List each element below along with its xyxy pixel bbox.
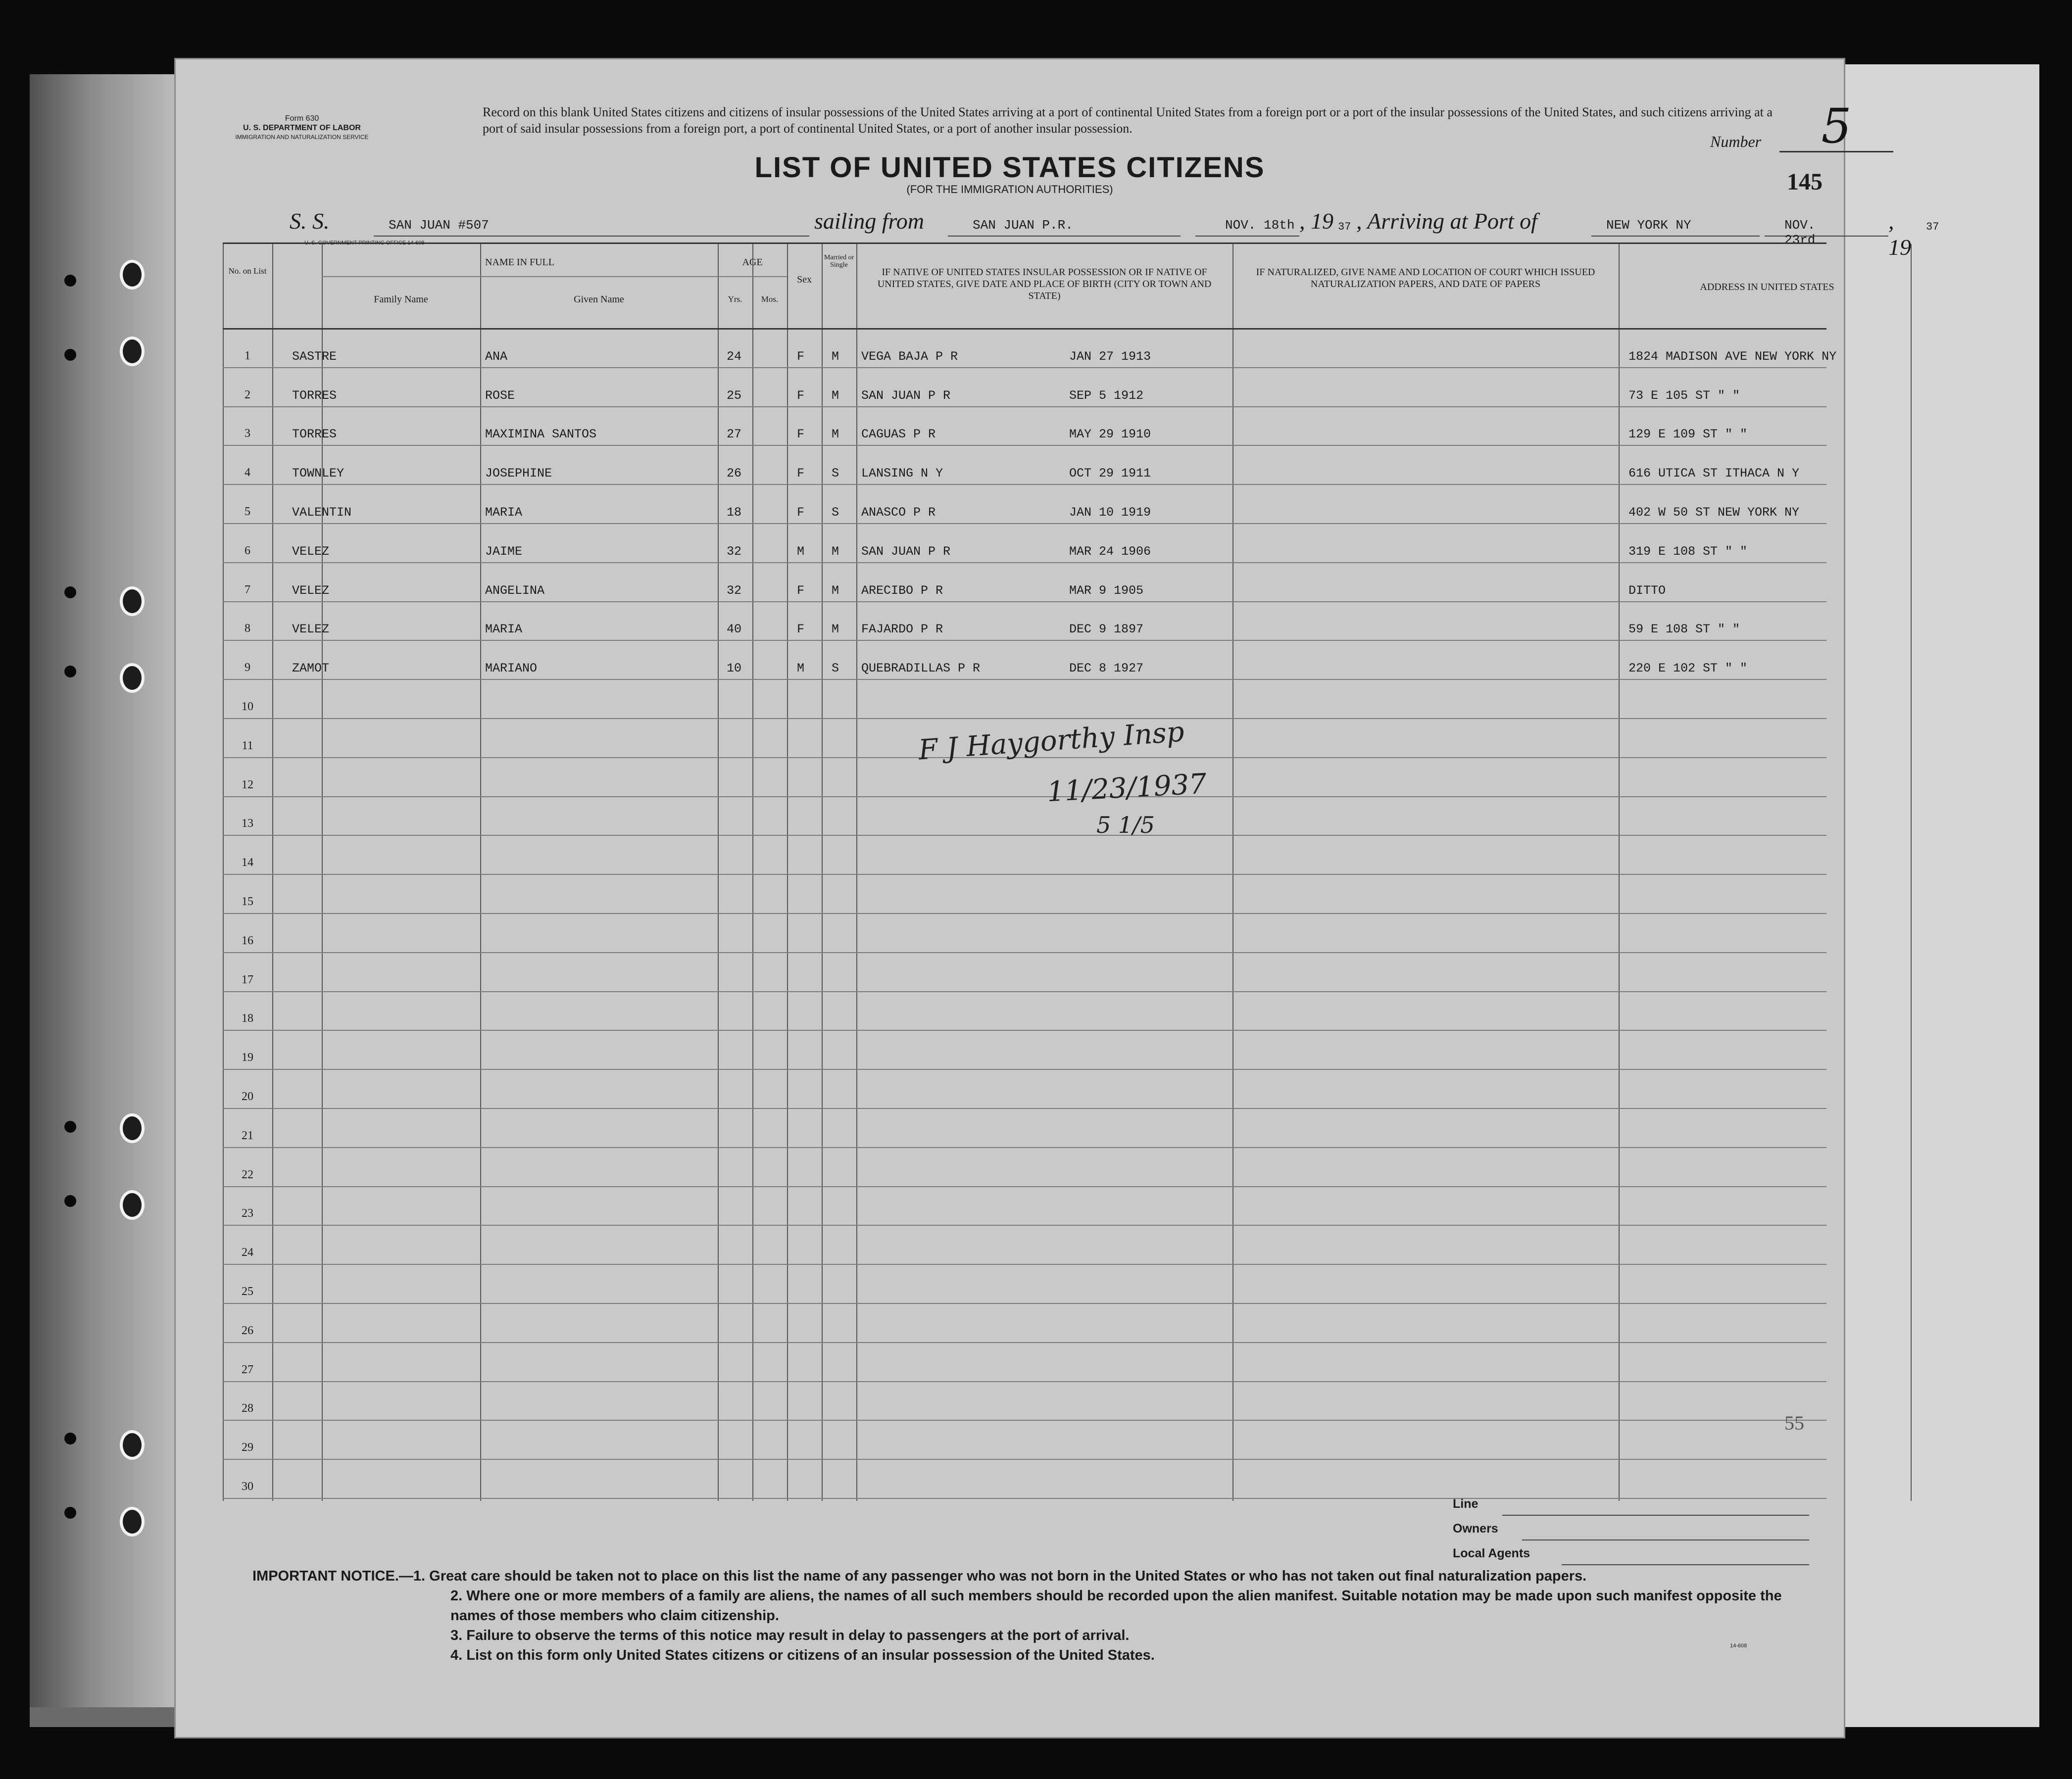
passenger-sex: F (797, 349, 805, 364)
binder-hole (120, 1190, 145, 1220)
passenger-sex: F (797, 622, 805, 637)
col-rule (1911, 244, 1912, 1501)
owners-underline (1522, 1539, 1809, 1540)
passenger-ms: S (832, 505, 839, 520)
passenger-sex: F (797, 388, 805, 403)
row-rule (223, 1069, 1826, 1070)
row-rule (223, 796, 1826, 797)
passenger-place: QUEBRADILLAS P R (861, 661, 981, 676)
col-rule (718, 244, 719, 1501)
passenger-family: TOWNLEY (292, 466, 345, 481)
passenger-family: ZAMOT (292, 661, 330, 676)
sail-date: NOV. 18th (1225, 218, 1295, 233)
passenger-yrs: 25 (727, 388, 742, 403)
arrival-year: 37 (1926, 221, 1939, 233)
page-title: LIST OF UNITED STATES CITIZENS (754, 151, 1265, 184)
year-label: , 19 (1299, 208, 1333, 234)
row-number: 9 (245, 661, 250, 674)
row-number: 5 (245, 505, 250, 518)
col-rule (752, 244, 753, 1501)
row-rule (223, 718, 1826, 719)
row-number: 6 (245, 544, 250, 557)
passenger-address: DITTO (1628, 583, 1666, 598)
row-rule (223, 562, 1826, 563)
col-birth: IF NATIVE OF UNITED STATES INSULAR POSSESSION OR IF NATIVE OF UNITED STATES, GIVE DATE AND PLACE OF BIRTH (CITY OR TOWN AND STATE) (877, 267, 1212, 301)
col-rule (1619, 244, 1620, 1501)
passenger-date: DEC 9 1897 (1069, 622, 1144, 637)
passenger-given: JAIME (485, 544, 523, 559)
passenger-ms: S (832, 466, 839, 481)
row-number: 28 (242, 1402, 253, 1415)
department: U. S. DEPARTMENT OF LABOR (243, 124, 361, 132)
col-married: Married or Single (824, 254, 854, 269)
passenger-ms: M (832, 622, 839, 637)
passenger-yrs: 18 (727, 505, 742, 520)
row-rule (223, 874, 1826, 875)
header-bottom-rule (223, 328, 1826, 330)
passenger-family: SASTRE (292, 349, 337, 364)
row-rule (223, 523, 1826, 524)
date-line (1195, 236, 1299, 237)
manifest-page (176, 59, 1939, 1737)
binder-hole (64, 1433, 76, 1444)
passenger-given: MARIANO (485, 661, 538, 676)
row-number: 16 (242, 934, 253, 947)
arrival-port: NEW YORK NY (1606, 218, 1691, 233)
passenger-place: SAN JUAN P R (861, 388, 951, 403)
number-label: Number (1710, 133, 1762, 150)
passenger-yrs: 40 (727, 622, 742, 637)
header-rule (322, 276, 718, 277)
row-number: 22 (242, 1168, 253, 1181)
col-given: Given Name (574, 294, 624, 305)
passenger-date: SEP 5 1912 (1069, 388, 1144, 403)
passenger-address: 616 UTICA ST ITHACA N Y (1628, 466, 1800, 481)
handwritten-fraction: 5 1/5 (1096, 812, 1155, 838)
passenger-address: 129 E 109 ST " " (1628, 427, 1748, 442)
row-rule (223, 913, 1826, 914)
passenger-given: ROSE (485, 388, 515, 403)
passenger-date: OCT 29 1911 (1069, 466, 1151, 481)
notice-heading: IMPORTANT NOTICE. (252, 1568, 399, 1584)
row-number: 30 (242, 1480, 253, 1493)
col-mos: Mos. (761, 294, 779, 304)
row-number: 24 (242, 1246, 253, 1259)
col-rule (223, 244, 224, 1501)
passenger-date: JAN 27 1913 (1069, 349, 1151, 364)
passenger-place: FAJARDO P R (861, 622, 943, 637)
row-rule (223, 1108, 1826, 1109)
passenger-yrs: 32 (727, 544, 742, 559)
line-underline (1502, 1515, 1809, 1516)
row-number: 20 (242, 1090, 253, 1103)
sailing-label: sailing from (814, 208, 924, 234)
row-rule (223, 1225, 1826, 1226)
line-field (1453, 1497, 1809, 1522)
row-number: 18 (242, 1012, 253, 1025)
row-number: 4 (245, 466, 250, 480)
agents-label: Local Agents (1453, 1546, 1530, 1560)
row-rule (223, 1381, 1826, 1382)
sail-year: 37 (1338, 221, 1351, 233)
row-number: 13 (242, 817, 253, 830)
row-rule (223, 1030, 1826, 1031)
arriving-label: , Arriving at Port of (1356, 208, 1537, 234)
col-age: AGE (742, 257, 763, 268)
passenger-yrs: 10 (727, 661, 742, 676)
passenger-place: ARECIBO P R (861, 583, 943, 598)
passenger-address: 220 E 102 ST " " (1628, 661, 1748, 676)
row-number: 12 (242, 778, 253, 791)
from-line (948, 236, 1181, 237)
passenger-sex: F (797, 427, 805, 442)
passenger-sex: F (797, 505, 805, 520)
form-id (220, 114, 384, 142)
row-number: 21 (242, 1129, 253, 1142)
year-label-2: , 19 (1888, 208, 1911, 260)
passenger-family: TORRES (292, 427, 337, 442)
binder-hole (64, 349, 76, 361)
arrival-date-line (1765, 236, 1888, 237)
row-rule (223, 679, 1826, 680)
passenger-given: MAXIMINA SANTOS (485, 427, 597, 442)
passenger-place: SAN JUAN P R (861, 544, 951, 559)
notice-item-1 (252, 1566, 1826, 1586)
passenger-address: 59 E 108 ST " " (1628, 622, 1740, 637)
binder-hole (64, 666, 76, 677)
col-rule (272, 244, 273, 1501)
passenger-given: MARIA (485, 505, 523, 520)
passenger-ms: M (832, 427, 839, 442)
from-port: SAN JUAN P.R. (973, 218, 1073, 233)
passenger-family: TORRES (292, 388, 337, 403)
passenger-family: VALENTIN (292, 505, 352, 520)
row-rule (223, 1342, 1826, 1343)
passenger-given: MARIA (485, 622, 523, 637)
ss-label: S. S. (290, 208, 330, 234)
passenger-given: ANA (485, 349, 508, 364)
binder-hole (120, 663, 145, 693)
binder-edge (30, 74, 178, 1707)
row-rule (223, 367, 1826, 368)
number-value: 5 (1779, 101, 1893, 152)
passenger-ms: M (832, 388, 839, 403)
arrival-port-line (1591, 236, 1760, 237)
row-number: 10 (242, 700, 253, 713)
printer-mark: U. S. GOVERNMENT PRINTING OFFICE 14-608 (304, 240, 425, 246)
row-number: 1 (245, 349, 250, 362)
owners-field (1453, 1522, 1809, 1546)
passenger-table (223, 242, 1837, 1501)
row-rule (223, 640, 1826, 641)
binder-hole (64, 1507, 76, 1519)
ship-name: SAN JUAN #507 (389, 218, 489, 233)
binder-hole (120, 337, 145, 366)
form-code: 14-608 (1730, 1643, 1747, 1649)
notice-item-3: 3. Failure to observe the terms of this notice may result in delay to passengers at the port of arrival. (450, 1628, 1130, 1643)
service: IMMIGRATION AND NATURALIZATION SERVICE (235, 134, 369, 141)
row-number: 2 (245, 388, 250, 401)
row-number: 11 (242, 739, 253, 752)
binder-hole (64, 1121, 76, 1133)
row-rule (223, 601, 1826, 602)
passenger-sex: F (797, 466, 805, 481)
row-rule (223, 445, 1826, 446)
passenger-sex: F (797, 583, 805, 598)
row-rule (223, 1147, 1826, 1148)
passenger-address: 73 E 105 ST " " (1628, 388, 1740, 403)
passenger-address: 1824 MADISON AVE NEW YORK NY (1628, 349, 1837, 364)
row-number: 15 (242, 895, 253, 908)
passenger-date: MAR 9 1905 (1069, 583, 1144, 598)
passenger-family: VELEZ (292, 583, 330, 598)
passenger-family: VELEZ (292, 622, 330, 637)
passenger-ms: S (832, 661, 839, 676)
row-rule (223, 1459, 1826, 1460)
binder-hole (64, 1195, 76, 1207)
line-label: Line (1453, 1497, 1479, 1511)
important-notice (252, 1566, 1826, 1665)
row-rule (223, 952, 1826, 953)
passenger-ms: M (832, 349, 839, 364)
passenger-yrs: 24 (727, 349, 742, 364)
row-number: 17 (242, 973, 253, 986)
row-rule (223, 1264, 1826, 1265)
row-rule (223, 991, 1826, 992)
row-rule (223, 484, 1826, 485)
passenger-sex: M (797, 661, 805, 676)
owners-label: Owners (1453, 1522, 1498, 1536)
record-instructions: Record on this blank United States citizens and citizens of insular possessions of the United States arriving at a port of continental United States from a foreign port or a port of the insular possessions of the United States, and such citizens arriving at a port of said insular possessions from a foreign port, a port of continental United States, or a port of another insular possession. (483, 105, 1773, 136)
row-number: 23 (242, 1207, 253, 1220)
binder-hole (120, 260, 145, 289)
binder-hole (120, 1430, 145, 1460)
footer-lines (1453, 1497, 1809, 1571)
passenger-place: ANASCO P R (861, 505, 936, 520)
col-rule (822, 244, 823, 1501)
row-number: 8 (245, 622, 250, 635)
passenger-place: VEGA BAJA P R (861, 349, 958, 364)
page-subtitle: (FOR THE IMMIGRATION AUTHORITIES) (906, 183, 1113, 195)
col-name-in-full: NAME IN FULL (485, 257, 554, 268)
row-number: 27 (242, 1363, 253, 1376)
row-rule (223, 1303, 1826, 1304)
passenger-given: JOSEPHINE (485, 466, 552, 481)
passenger-ms: M (832, 583, 839, 598)
col-address: ADDRESS IN UNITED STATES (1700, 282, 1834, 292)
row-number: 29 (242, 1441, 253, 1454)
passenger-date: JAN 10 1919 (1069, 505, 1151, 520)
page-stamp: 55 (1784, 1412, 1804, 1434)
row-rule (223, 1420, 1826, 1421)
row-rule (223, 835, 1826, 836)
agents-underline (1562, 1564, 1809, 1565)
handwritten-date: 11/23/1937 (1046, 768, 1208, 809)
header-rule (718, 276, 787, 277)
passenger-address: 402 W 50 ST NEW YORK NY (1628, 505, 1800, 520)
col-rule (787, 244, 788, 1501)
form-number: Form 630 (285, 114, 319, 123)
passenger-yrs: 27 (727, 427, 742, 442)
passenger-ms: M (832, 544, 839, 559)
passenger-place: LANSING N Y (861, 466, 943, 481)
col-naturalized: IF NATURALIZED, GIVE NAME AND LOCATION OF COURT WHICH ISSUED NATURALIZATION PAPERS, AND DATE OF PAPERS (1256, 267, 1595, 289)
row-number: 14 (242, 856, 253, 869)
passenger-family: VELEZ (292, 544, 330, 559)
passenger-yrs: 32 (727, 583, 742, 598)
passenger-date: DEC 8 1927 (1069, 661, 1144, 676)
row-number: 19 (242, 1051, 253, 1064)
binder-hole (64, 586, 76, 598)
arrival-date: NOV. 23rd (1784, 218, 1816, 247)
binder-hole (64, 275, 76, 287)
col-sex: Sex (797, 274, 812, 285)
passenger-date: MAR 24 1906 (1069, 544, 1151, 559)
passenger-yrs: 26 (727, 466, 742, 481)
inspector-signature: F J Haygorthy Insp (917, 716, 1185, 767)
notice-item-2: 2. Where one or more members of a family are aliens, the names of all such members should be recorded upon the alien manifest. Suitable notation may be made upon such manifest opposite the names of those members who claim citizenship. (450, 1588, 1782, 1624)
col-family: Family Name (374, 294, 428, 305)
passenger-date: MAY 29 1910 (1069, 427, 1151, 442)
col-rule (480, 244, 481, 1501)
row-rule (223, 406, 1826, 407)
col-yrs: Yrs. (728, 294, 742, 304)
row-number: 3 (245, 427, 250, 440)
col-rule (856, 244, 857, 1501)
passenger-sex: M (797, 544, 805, 559)
row-number: 7 (245, 583, 250, 596)
passenger-given: ANGELINA (485, 583, 545, 598)
row-number: 26 (242, 1324, 253, 1337)
col-no: No. on List (228, 266, 267, 276)
binder-hole (120, 1507, 145, 1537)
notice-item-4: 4. List on this form only United States citizens or citizens of an insular possession of the United States. (450, 1647, 1155, 1663)
binder-hole (120, 586, 145, 616)
row-rule (223, 1186, 1826, 1187)
binder-hole (120, 1113, 145, 1143)
page-number: 145 (1787, 169, 1823, 195)
passenger-address: 319 E 108 ST " " (1628, 544, 1748, 559)
passenger-place: CAGUAS P R (861, 427, 936, 442)
ship-line (374, 236, 809, 237)
row-number: 25 (242, 1285, 253, 1298)
notice-text-1: —1. Great care should be taken not to place on this list the name of any passenger who was not born in the United States or who has not taken out final naturalization papers. (398, 1568, 1587, 1584)
